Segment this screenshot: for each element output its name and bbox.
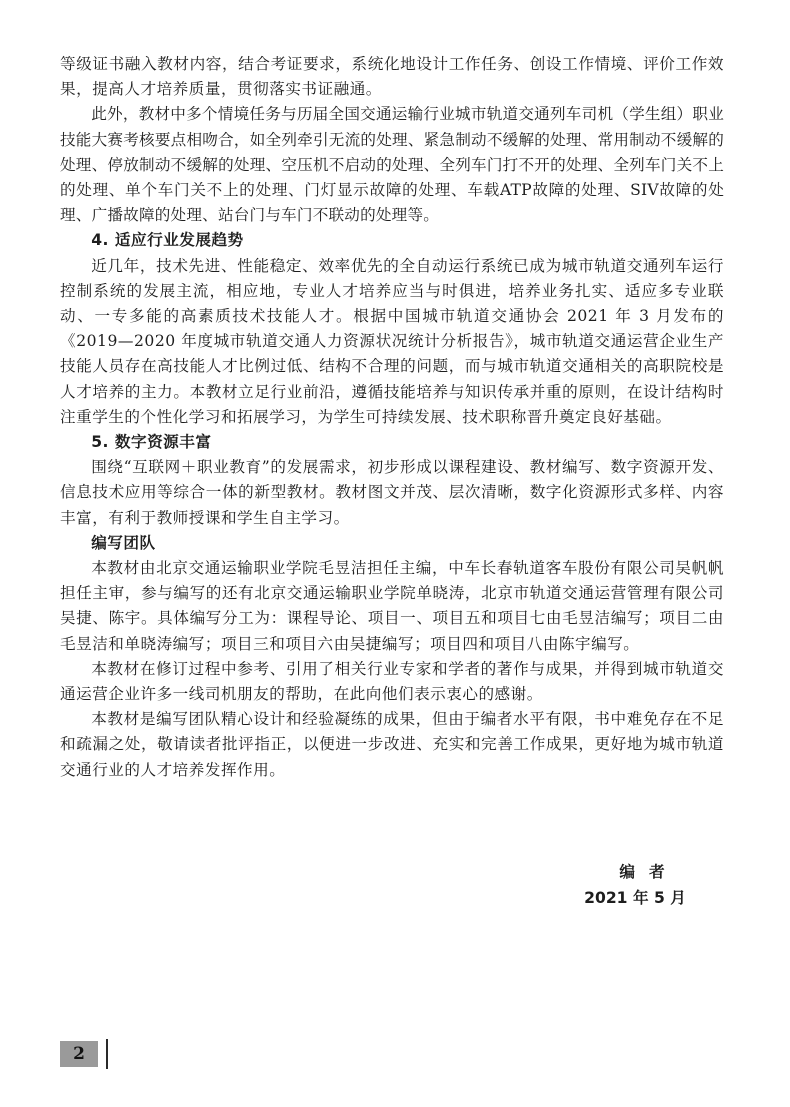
- paragraph-industry-trend: 近几年，技术先进、性能稳定、效率优先的全自动运行系统已成为城市轨道交通列车运行控制系统的发展主流，相应地，专业人才培养应当与时俱进，培养业务扎实、适应多专业联动、一专多能的高素质技术技能人才。根据中国城市轨道交通协会 2021 年 3 月发布的《2019—2020 年度城市轨道交通人力资源状况统计分析报告》，城市轨道交通运营企业生产技能人员存在高技能人才比例过低、结构不合理的问题，而与城市轨道交通相关的高职院校是人才培养的主力。本教材立足行业前沿，遵循技能培养与知识传承并重的原则，在设计结构时注重学生的个性化学习和拓展学习，为学生可持续发展、技术职称晋升奠定良好基础。: [60, 256, 724, 426]
- signature-date: 2021 年 5 月: [584, 889, 686, 907]
- paragraph-digital-resources: 围绕“互联网＋职业教育”的发展需求，初步形成以课程建设、教材编写、数字资源开发、信息技术应用等综合一体的新型教材。教材图文并茂、层次清晰，数字化资源形式多样、内容丰富，有利于教师授课和学生自主学习。: [60, 458, 724, 527]
- paragraph-competition: 此外，教材中多个情境任务与历届全国交通运输行业城市轨道交通列车司机（学生组）职业技能大赛考核要点相吻合，如全列牵引无流的处理、紧急制动不缓解的处理、常用制动不缓解的处理、停放制动不缓解的处理、空压机不启动的处理、全列车门打不开的处理、全列车门关不上的处理、单个车门关不上的处理、门灯显示故障的处理、车载ATP故障的处理、SIV故障的处理、广播故障的处理、站台门与车门不联动的处理等。: [60, 105, 724, 225]
- paragraph-continuation: 等级证书融入教材内容，结合考证要求，系统化地设计工作任务、创设工作情境、评价工作效果，提高人才培养质量，贯彻落实书证融通。: [60, 55, 724, 99]
- section-heading-team: 编写团队: [91, 533, 156, 552]
- signature-author: 编者: [619, 862, 679, 881]
- paragraph-team-members: 本教材由北京交通运输职业学院毛昱洁担任主编，中车长春轨道客车股份有限公司吴帆帆担任主审，参与编写的还有北京交通运输职业学院单晓涛，北京市轨道交通运营管理有限公司吴捷、陈宇。具体编写分工为：课程导论、项目一、项目五和项目七由毛昱洁编写；项目二由毛昱洁和单晓涛编写；项目三和项目六由吴捷编写；项目四和项目八由陈宇编写。: [60, 559, 724, 653]
- paragraph-acknowledgement: 本教材在修订过程中参考、引用了相关行业专家和学者的著作与成果，并得到城市轨道交通运营企业许多一线司机朋友的帮助，在此向他们表示衷心的感谢。: [60, 659, 724, 704]
- section-heading-5: 5. 数字资源丰富: [91, 433, 212, 452]
- page-number: 2: [60, 1041, 98, 1067]
- paragraph-closing: 本教材是编写团队精心设计和经验凝练的成果，但由于编者水平有限，书中难免存在不足和疏漏之处，敬请读者批评指正，以便进一步改进、充实和完善工作成果，更好地为城市轨道交通行业的人才培养发挥作用。: [60, 710, 724, 779]
- section-heading-4: 4. 适应行业发展趋势: [91, 231, 244, 250]
- page-number-divider: [106, 1039, 108, 1069]
- body-text: [60, 52, 724, 783]
